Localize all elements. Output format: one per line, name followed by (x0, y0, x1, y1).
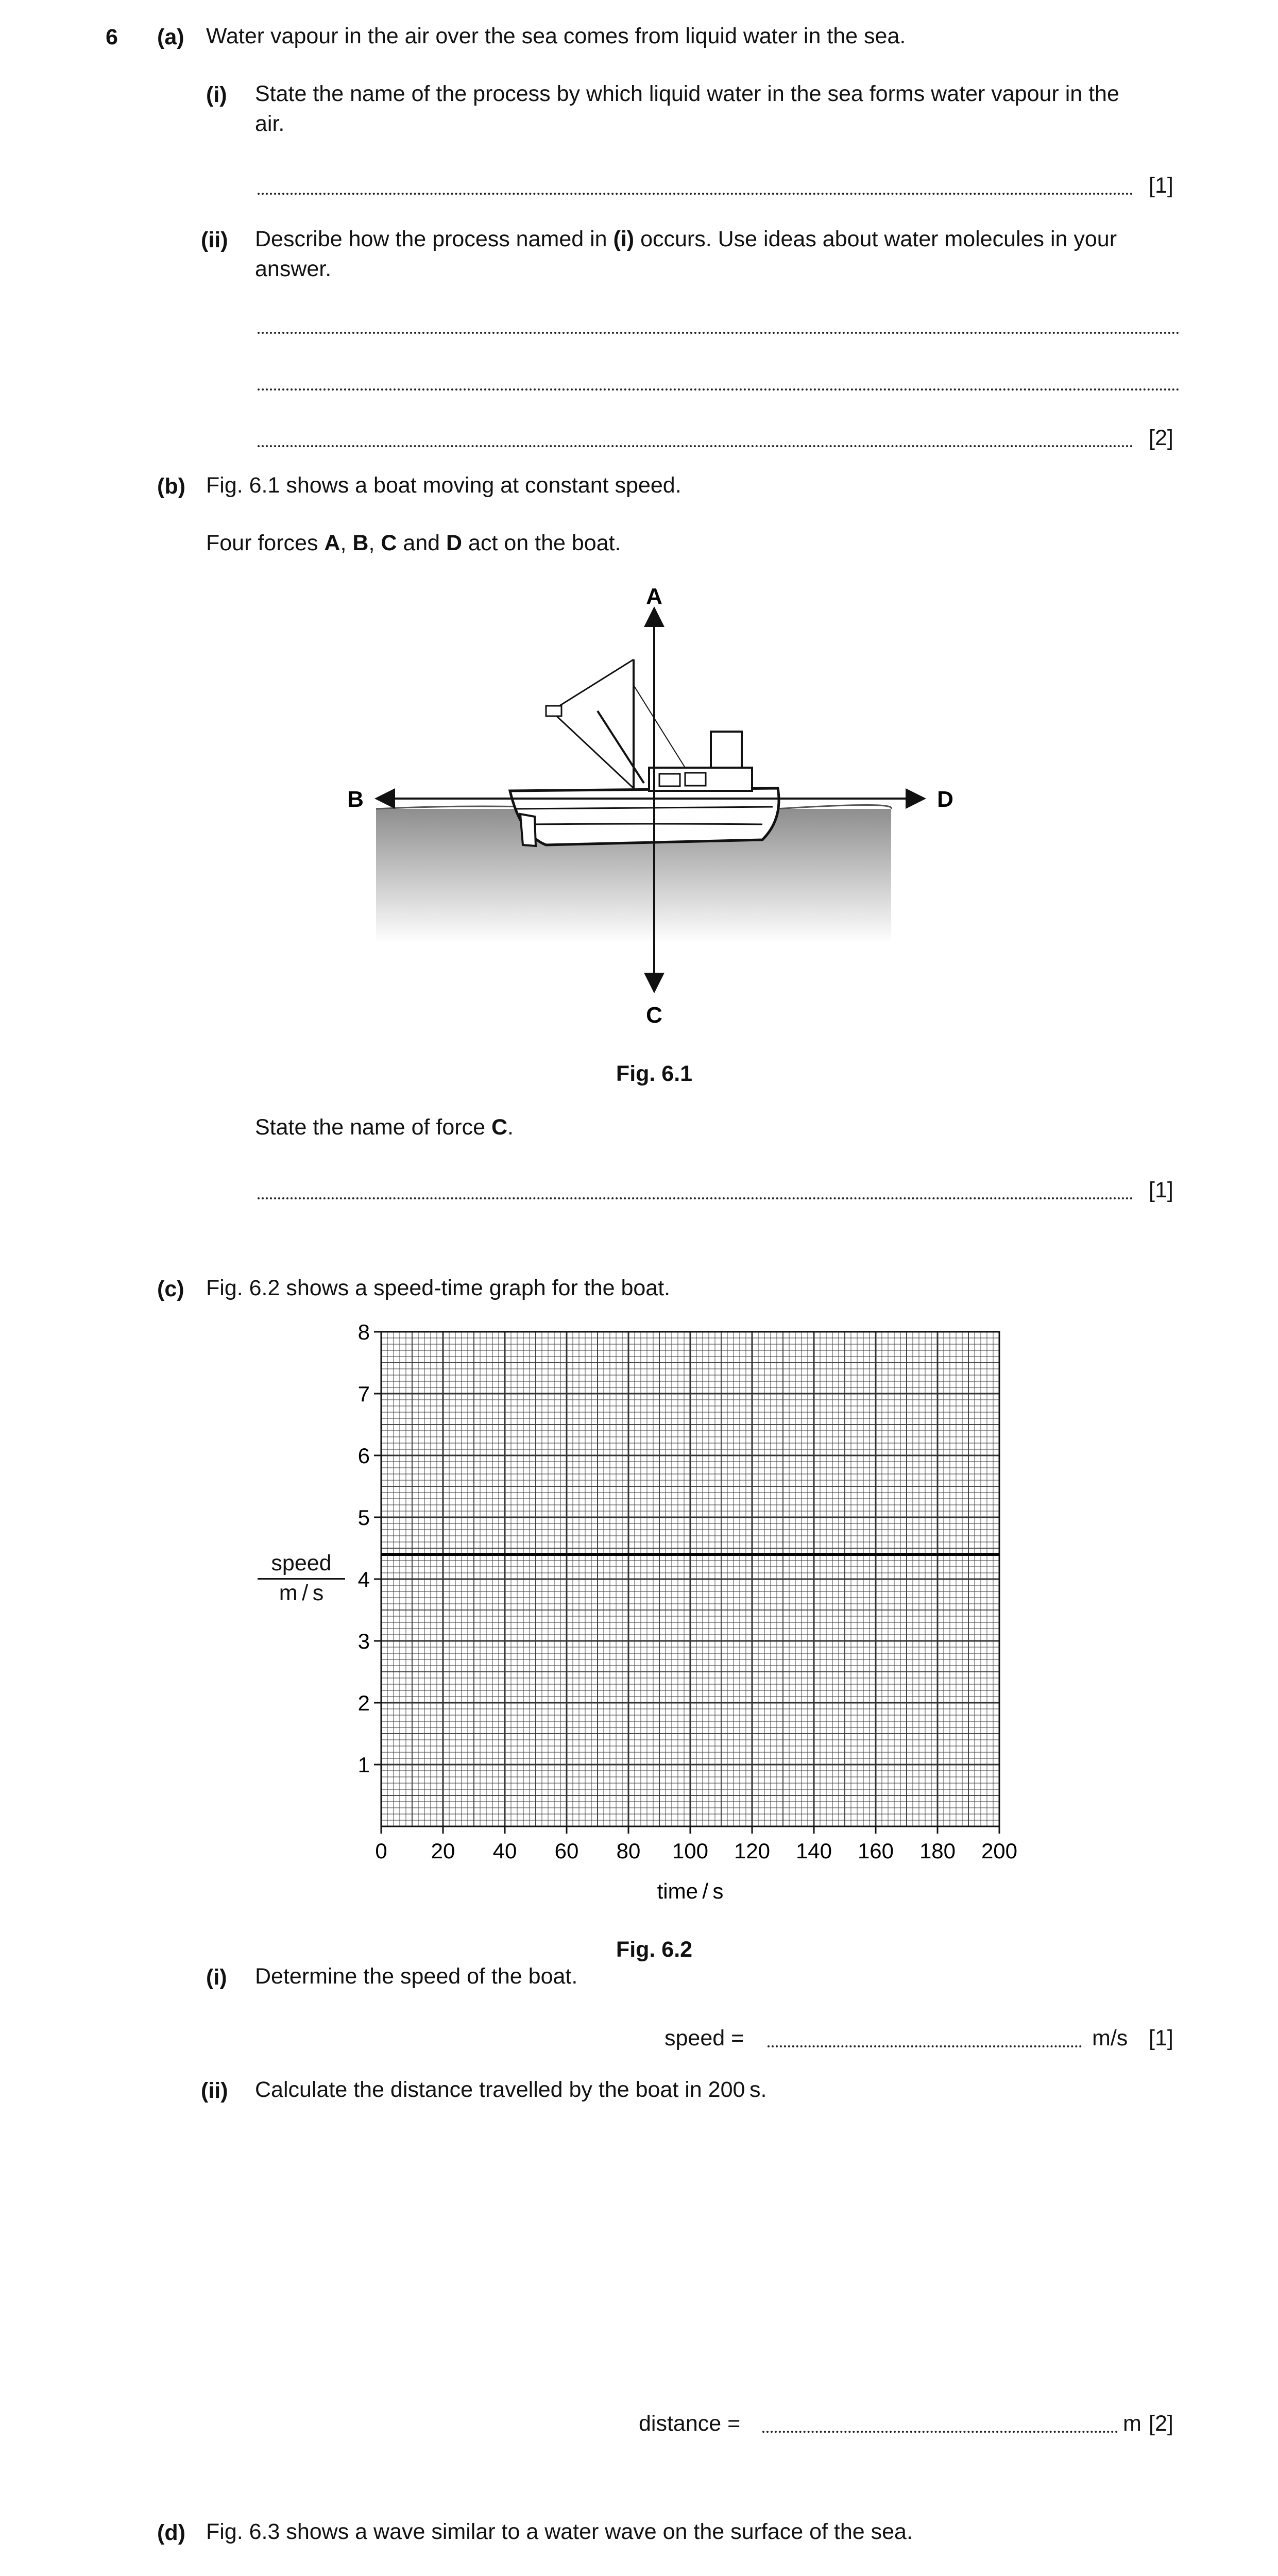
speed-time-grid (381, 1332, 999, 1826)
speed-axis-label (258, 1551, 345, 1606)
part-d-stem: Fig. 6.3 shows a wave similar to a water wave on the surface of the sea. (206, 2519, 913, 2544)
part-a-i-label: (i) (206, 82, 227, 107)
answer-line-a-i[interactable] (258, 193, 1133, 195)
question-number: 6 (106, 25, 118, 49)
force-a-label: A (646, 584, 662, 609)
y-tick-label: 2 (357, 1691, 370, 1715)
part-b-stem: Fig. 6.1 shows a boat moving at constant speed. (206, 473, 681, 498)
mark-a-i: [1] (1149, 173, 1173, 198)
answer-line-a-ii-3[interactable] (258, 445, 1133, 447)
distance-answer-label: distance = (639, 2411, 741, 2436)
part-a-stem: Water vapour in the air over the sea comes from liquid water in the sea. (206, 24, 906, 48)
y-tick-label: 1 (357, 1753, 370, 1777)
part-a-label: (a) (157, 25, 184, 49)
force-b-label: B (347, 787, 364, 812)
boat-forces-diagram (330, 582, 979, 1025)
part-a-i-text-2: air. (255, 111, 285, 136)
fig-6-2-caption: Fig. 6.2 (616, 1937, 693, 1962)
x-tick-label: 160 (857, 1839, 894, 1863)
part-c-i-text: Determine the speed of the boat. (255, 1964, 578, 1989)
part-b-forces: Four forces A, B, C and D act on the boat. (206, 531, 621, 555)
distance-answer-line[interactable] (762, 2431, 1118, 2433)
distance-unit: m (1123, 2411, 1141, 2436)
speed-axis-name: speed (258, 1551, 345, 1580)
speed-unit: m/s (1092, 2026, 1128, 2050)
boat-hull (510, 788, 779, 845)
y-tick-label: 3 (357, 1629, 370, 1653)
part-a-ii-text-1: Describe how the process named in (i) occurs. Use ideas about water molecules in your (255, 227, 1117, 251)
y-tick-label: 6 (357, 1444, 370, 1468)
part-c-stem: Fig. 6.2 shows a speed-time graph for the boat. (206, 1276, 671, 1300)
y-tick-label: 4 (357, 1567, 370, 1591)
answer-line-b[interactable] (258, 1197, 1133, 1199)
x-tick-label: 140 (795, 1839, 832, 1863)
force-d-label: D (937, 787, 953, 812)
speed-answer-label: speed = (664, 2026, 744, 2050)
mark-a-ii: [2] (1149, 426, 1173, 450)
answer-line-a-ii-2[interactable] (258, 388, 1180, 391)
force-c-label: C (646, 1003, 662, 1025)
x-tick-label: 80 (616, 1839, 641, 1863)
fig-6-1-caption: Fig. 6.1 (616, 1061, 693, 1086)
x-tick-label: 60 (554, 1839, 579, 1863)
part-a-ii-label: (ii) (201, 228, 228, 252)
speed-axis-unit: m / s (279, 1581, 324, 1605)
part-c-i-label: (i) (206, 1965, 227, 1990)
wave-graph (0, 2561, 1278, 2576)
part-c-label: (c) (157, 1277, 184, 1301)
x-tick-label: 200 (981, 1839, 1018, 1863)
y-tick-label: 7 (357, 1382, 370, 1406)
part-a-i-text-1: State the name of the process by which liquid water in the sea forms water vapour in the (255, 81, 1119, 106)
mark-b: [1] (1149, 1178, 1173, 1202)
answer-line-a-ii-1[interactable] (258, 332, 1180, 334)
part-b-question: State the name of force C. (255, 1115, 514, 1140)
part-a-ii-text-2: answer. (255, 257, 332, 281)
mark-c-ii: [2] (1149, 2411, 1173, 2436)
speed-time-graph (350, 1324, 1035, 1911)
y-tick-label: 5 (357, 1505, 370, 1530)
x-tick-label: 120 (734, 1839, 771, 1863)
x-tick-label: 100 (672, 1839, 709, 1863)
speed-answer-line[interactable] (768, 2045, 1082, 2047)
part-c-ii-text: Calculate the distance travelled by the boat in 200 s. (255, 2077, 767, 2102)
x-tick-label: 180 (919, 1839, 956, 1863)
speed-time-x-axis-label: time / s (657, 1879, 724, 1903)
x-tick-label: 0 (375, 1839, 387, 1863)
mark-c-i: [1] (1149, 2026, 1173, 2050)
y-tick-label: 8 (357, 1324, 370, 1344)
part-c-ii-label: (ii) (201, 2078, 228, 2103)
x-tick-label: 20 (431, 1839, 455, 1863)
x-tick-label: 40 (492, 1839, 517, 1863)
part-b-label: (b) (157, 474, 185, 499)
part-d-label: (d) (157, 2520, 185, 2545)
